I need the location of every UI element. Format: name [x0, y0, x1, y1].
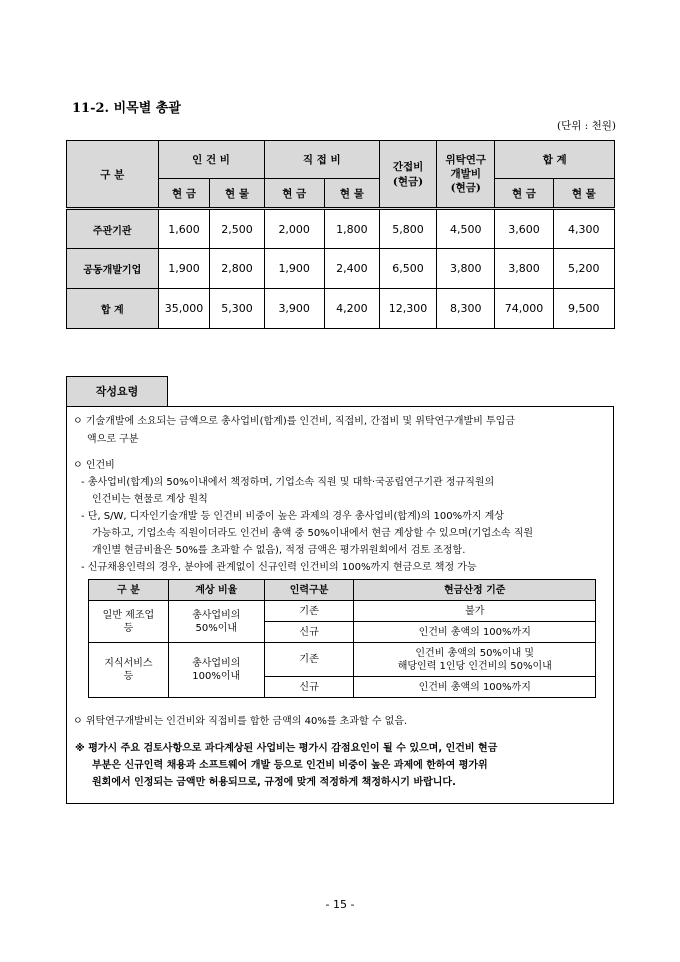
- ratio-category: 일반 제조업 등: [89, 601, 169, 643]
- guide-line: ㅇ 위탁연구개발비는 인건비와 직접비를 합한 금액의 40%를 초과할 수 없음.: [73, 716, 408, 727]
- cell: 5,200: [553, 249, 614, 289]
- cell: 2,000: [264, 209, 324, 249]
- sub-header: 현 금: [158, 179, 210, 209]
- header-category: 구 분: [67, 141, 159, 209]
- cell: 3,800: [437, 249, 495, 289]
- ratio-header: 인력구분: [264, 580, 354, 601]
- cell: 4,200: [324, 289, 379, 329]
- cell: 12,300: [379, 289, 436, 329]
- cell: 35,000: [158, 289, 210, 329]
- guide-line: 액으로 구분: [87, 434, 139, 445]
- unit-label: (단위 : 천원): [557, 120, 616, 132]
- cell: 4,300: [553, 209, 614, 249]
- ratio-value: 총사업비의 100%이내: [168, 643, 264, 698]
- ratio-type: 신규: [264, 622, 354, 643]
- sub-header: 현 물: [553, 179, 614, 209]
- ratio-category: 지식서비스 등: [89, 643, 169, 698]
- guide-line: - 단, S/W, 디자인기술개발 등 인건비 비중이 높은 과제의 경우 총사업비(합계)의 100%까지 계상: [81, 511, 504, 522]
- guide-line: 가능하고, 기업소속 직원이더라도 인건비 총액 중 50%이내에서 현금 계상할 수 있으며(기업소속 직원: [92, 528, 534, 539]
- ratio-type: 신규: [264, 677, 354, 698]
- header-labor: 인 건 비: [158, 141, 264, 179]
- cell: 1,800: [324, 209, 379, 249]
- note-line: 원회에서 인정되는 금액만 허용되므로, 규정에 맞게 적정하게 책정하시기 바랍니다.: [92, 777, 456, 788]
- header-indirect: 간접비 (현금): [379, 141, 436, 209]
- guide-line: - 총사업비(합계)의 50%이내에서 책정하며, 기업소속 직원 및 대학·국공립연구기관 정규직원의: [81, 477, 495, 488]
- table-row: [67, 249, 615, 289]
- ratio-type: 기존: [264, 601, 354, 622]
- ratio-type: 기존: [264, 643, 354, 677]
- cell: 2,400: [324, 249, 379, 289]
- header-consign: 위탁연구 개발비 (현금): [437, 141, 495, 209]
- cell: 2,500: [210, 209, 264, 249]
- cell: 74,000: [495, 289, 553, 329]
- cell: 8,300: [437, 289, 495, 329]
- sub-header: 현 물: [210, 179, 264, 209]
- sub-header: 현 금: [264, 179, 324, 209]
- ratio-header: 계상 비율: [168, 580, 264, 601]
- guide-line: ㅇ 인건비: [73, 460, 115, 471]
- guide-line: 개인별 현금비율은 50%를 초과할 수 없음), 적정 금액은 평가위원회에서 검토 조정함.: [92, 545, 466, 556]
- ratio-header: 구 분: [89, 580, 169, 601]
- ratio-criteria: 인건비 총액의 100%까지: [354, 622, 596, 643]
- row-label: 합 계: [67, 289, 159, 329]
- cell: 3,600: [495, 209, 553, 249]
- cell: 3,800: [495, 249, 553, 289]
- header-total: 합 계: [495, 141, 615, 179]
- ratio-criteria: 인건비 총액의 50%이내 및 해당인력 1인당 인건비의 50%이내: [354, 643, 596, 677]
- cell: 1,900: [158, 249, 210, 289]
- cell: 1,600: [158, 209, 210, 249]
- page-number: - 15 -: [325, 898, 355, 911]
- cell: 1,900: [264, 249, 324, 289]
- cell: 3,900: [264, 289, 324, 329]
- cell: 6,500: [379, 249, 436, 289]
- guide-line: - 신규채용인력의 경우, 분야에 관계없이 신규인력 인건비의 100%까지 현금으로 책정 가능: [81, 562, 477, 573]
- guide-line: 인건비는 현물로 계상 원칙: [92, 494, 208, 505]
- sub-header: 현 금: [495, 179, 553, 209]
- section-title: 11-2. 비목별 총괄: [72, 101, 181, 116]
- ratio-criteria: 인건비 총액의 100%까지: [354, 677, 596, 698]
- cell: 9,500: [553, 289, 614, 329]
- ratio-header: 현금산정 기준: [354, 580, 596, 601]
- guide-tab: 작성요령: [66, 376, 168, 407]
- cell: 2,800: [210, 249, 264, 289]
- cell: 5,800: [379, 209, 436, 249]
- ratio-value: 총사업비의 50%이내: [168, 601, 264, 643]
- table-row: [67, 209, 615, 249]
- note-line: ※ 평가시 주요 검토사항으로 과다계상된 사업비는 평가시 감점요인이 될 수 있으며, 인건비 현금: [75, 743, 498, 754]
- row-label: 주관기관: [67, 209, 159, 249]
- sub-header: 현 물: [324, 179, 379, 209]
- labor-ratio-table: [88, 579, 596, 698]
- ratio-criteria: 불가: [354, 601, 596, 622]
- budget-summary-table: [66, 140, 615, 329]
- note-line: 부분은 신규인력 채용과 소프트웨어 개발 등으로 인건비 비중이 높은 과제에 한하여 평가위: [92, 760, 488, 771]
- cell: 4,500: [437, 209, 495, 249]
- table-row-total: [67, 289, 615, 329]
- header-direct: 직 접 비: [264, 141, 379, 179]
- row-label: 공동개발기업: [67, 249, 159, 289]
- guide-line: ㅇ 기술개발에 소요되는 금액으로 총사업비(합계)를 인건비, 직접비, 간접비 및 위탁연구개발비 투입금: [73, 416, 516, 427]
- cell: 5,300: [210, 289, 264, 329]
